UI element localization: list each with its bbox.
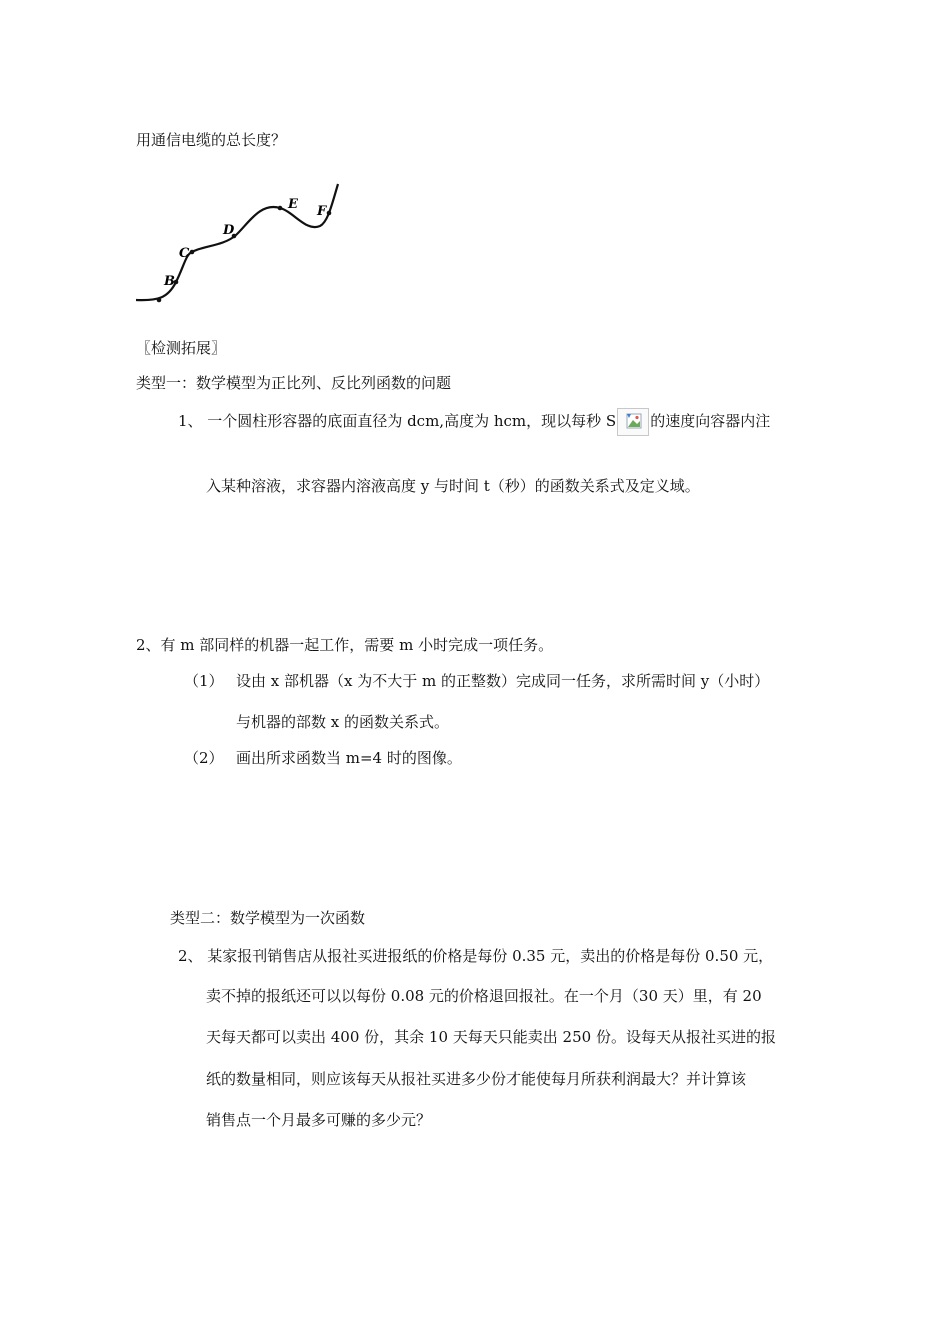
label-b: B [164,274,175,289]
q2-sub1-line2: 与机器的部数 x 的函数关系式。 [236,713,449,731]
q2-line1: 2、有 m 部同样的机器一起工作，需要 m 小时完成一项任务。 [136,636,554,654]
type2-q-line3: 天每天都可以卖出 400 份，其余 10 天每天只能卖出 250 份。设每天从报社买进的报 [206,1028,776,1046]
q2-sub1-line1: 设由 x 部机器（x 为不大于 m 的正整数）完成同一任务，求所需时间 y（小时） [236,672,770,690]
curve-point-c [190,250,195,255]
q1-text-a: 1、 一个圆柱形容器的底面直径为 dcm,高度为 hcm，现以每秒 S [178,412,617,430]
q1-line2: 入某种溶液，求容器内溶液高度 y 与时间 t（秒）的函数关系式及定义域。 [206,477,700,495]
cable-curve-diagram [128,180,348,310]
curve-point-e [278,206,283,211]
type1-heading: 类型一：数学模型为正比列、反比列函数的问题 [136,374,452,392]
type2-q-line4: 纸的数量相同，则应该每天从报社买进多少份才能使每月所获利润最大？并计算该 [206,1070,747,1088]
label-e: E [288,197,298,212]
label-c: C [179,246,190,261]
type2-q-line1: 2、 某家报刊销售店从报社买进报纸的价格是每份 0.35 元，卖出的价格是每份 0.50 元， [178,947,774,965]
broken-image-glyph [618,409,648,435]
type2-heading: 类型二：数学模型为一次函数 [170,909,366,927]
cable-curve-figure [128,180,348,310]
q1-line1 [178,408,770,436]
curve-point-f [327,211,332,216]
q1-text-b: 的速度向容器内注 [650,412,771,430]
q2-sub1-num: （1） [184,672,224,690]
section-heading: 〖检测拓展〗 [136,339,227,357]
q2-sub2-num: （2） [184,749,224,767]
label-d: D [223,223,235,238]
label-f: F [317,204,327,219]
curve-point-a [157,298,162,303]
type2-q-line5: 销售点一个月最多可赚的多少元？ [206,1111,432,1129]
type2-q-line2: 卖不掉的报纸还可以以每份 0.08 元的价格退回报社。在一个月（30 天）里，有 20 [206,987,762,1005]
intro-line: 用通信电缆的总长度？ [136,131,287,149]
q2-sub2-line1: 画出所求函数当 m=4 时的图像。 [236,749,462,767]
broken-image-icon [617,408,649,436]
